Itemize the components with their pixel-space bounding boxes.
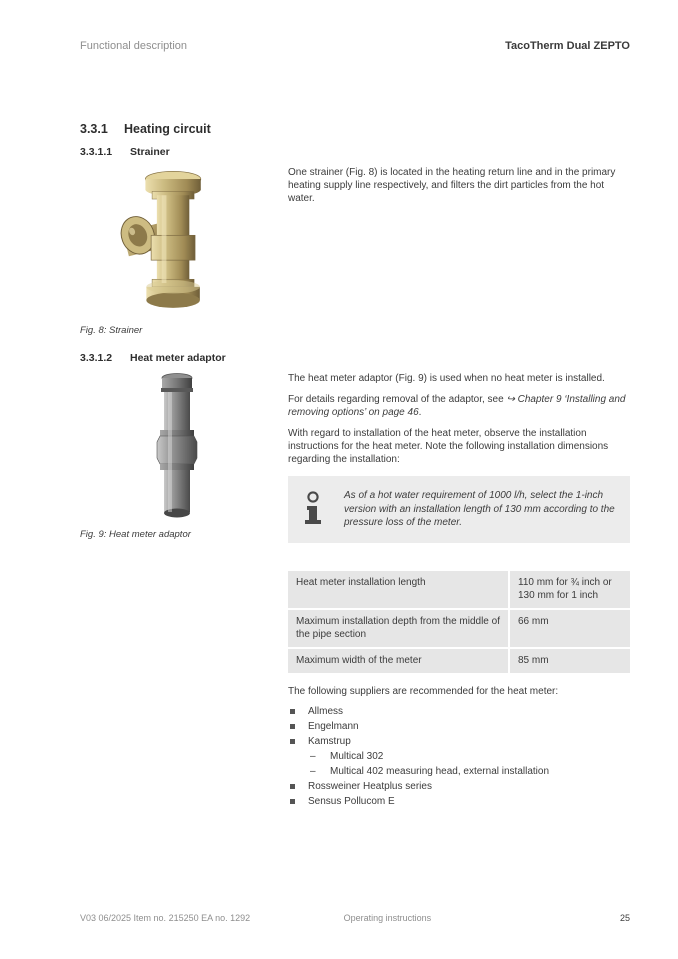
figure-8-caption: Fig. 8: Strainer (80, 325, 143, 336)
bullet-square-icon (290, 739, 295, 744)
footer-page-number: 25 (619, 913, 630, 923)
list-item-label: Engelmann (308, 721, 359, 732)
page-footer (80, 913, 630, 923)
list-sub-item (288, 764, 630, 779)
footer-version-info: V03 06/2025 Item no. 215250 EA no. 1292 (80, 913, 251, 923)
section-number: 3.3.1 (80, 122, 108, 136)
strainer-paragraph: One strainer (Fig. 8) is located in the heating return line and in the primary heating supply line respectively, and filters the dirt particles from the hot water. (288, 167, 616, 204)
subsection-number: 3.3.1.2 (80, 352, 113, 364)
ref-prefix: For details regarding removal of the adaptor, see (288, 394, 507, 405)
bullet-square-icon (290, 709, 295, 714)
chapter-9-cross-reference-link[interactable]: ↪ Chapter 9 ‘Installing and removing options’ on page 46 (288, 394, 626, 418)
list-item (288, 779, 630, 794)
running-header-section: Functional description (80, 40, 188, 52)
page-header (0, 0, 678, 52)
heat-meter-adaptor-figure (155, 372, 199, 522)
subsection-heading-strainer (80, 146, 630, 158)
table-cell-label: Heat meter installation length (288, 571, 508, 608)
page-content (0, 122, 678, 809)
section-heading-heating-circuit (80, 122, 630, 136)
dash-marker: – (310, 766, 316, 777)
adaptor-text-column (288, 372, 630, 809)
dash-marker: – (310, 751, 316, 762)
info-note-box (288, 476, 630, 543)
subsection-heading-heat-meter-adaptor (80, 352, 630, 364)
table-cell-value: 85 mm (510, 649, 630, 673)
section-title: Heating circuit (124, 122, 211, 136)
adaptor-figure-column (80, 372, 288, 540)
list-item (288, 704, 630, 719)
adaptor-paragraph-1: The heat meter adaptor (Fig. 9) is used when no heat meter is installed. (288, 373, 605, 384)
info-note-text: As of a hot water requirement of 1000 l/h, select the 1-inch version with an installation length of 130 mm according to the pressure loss of the meter. (344, 490, 615, 528)
strainer-text-column (288, 166, 630, 213)
suppliers-intro: The following suppliers are recommended for the heat meter: (288, 686, 559, 697)
list-item-label: Allmess (308, 706, 344, 717)
list-item-label: Sensus Pollucom E (308, 796, 395, 807)
running-header-product: TacoTherm Dual ZEPTO (505, 40, 630, 52)
adaptor-row (80, 372, 630, 809)
table-row (288, 610, 630, 647)
table-row (288, 571, 630, 608)
suppliers-list (288, 704, 630, 809)
info-icon (302, 489, 332, 530)
strainer-figure (112, 166, 217, 318)
strainer-row (80, 166, 630, 336)
table-cell-label: Maximum installation depth from the middle of the pipe section (288, 610, 508, 647)
list-item-label: Multical 302 (330, 751, 384, 762)
bullet-square-icon (290, 799, 295, 804)
strainer-figure-column (80, 166, 288, 336)
list-item (288, 719, 630, 734)
adaptor-paragraph-2 (288, 393, 630, 419)
figure-9-caption: Fig. 9: Heat meter adaptor (80, 529, 191, 540)
ref-suffix: . (418, 407, 422, 418)
adaptor-paragraph-3: With regard to installation of the heat meter, observe the installation instructions for the heat meter. Note the following installation dimensions regarding the installation: (288, 428, 609, 465)
installation-dimensions-table (286, 569, 632, 675)
subsection-number: 3.3.1.1 (80, 146, 113, 158)
list-item (288, 734, 630, 749)
bullet-square-icon (290, 784, 295, 789)
table-row (288, 649, 630, 673)
table-cell-value: 66 mm (510, 610, 630, 647)
list-sub-item (288, 749, 630, 764)
footer-document-type: Operating instructions (343, 913, 432, 923)
table-cell-label: Maximum width of the meter (288, 649, 508, 673)
subsection-title: Strainer (130, 146, 170, 158)
list-item (288, 794, 630, 809)
list-item-label: Multical 402 measuring head, external installation (330, 766, 550, 777)
list-item-label: Rossweiner Heatplus series (308, 781, 432, 792)
table-cell-value: 110 mm for ¾ inch or 130 mm for 1 inch (510, 571, 630, 608)
bullet-square-icon (290, 724, 295, 729)
subsection-title: Heat meter adaptor (130, 352, 226, 364)
list-item-label: Kamstrup (308, 736, 351, 747)
